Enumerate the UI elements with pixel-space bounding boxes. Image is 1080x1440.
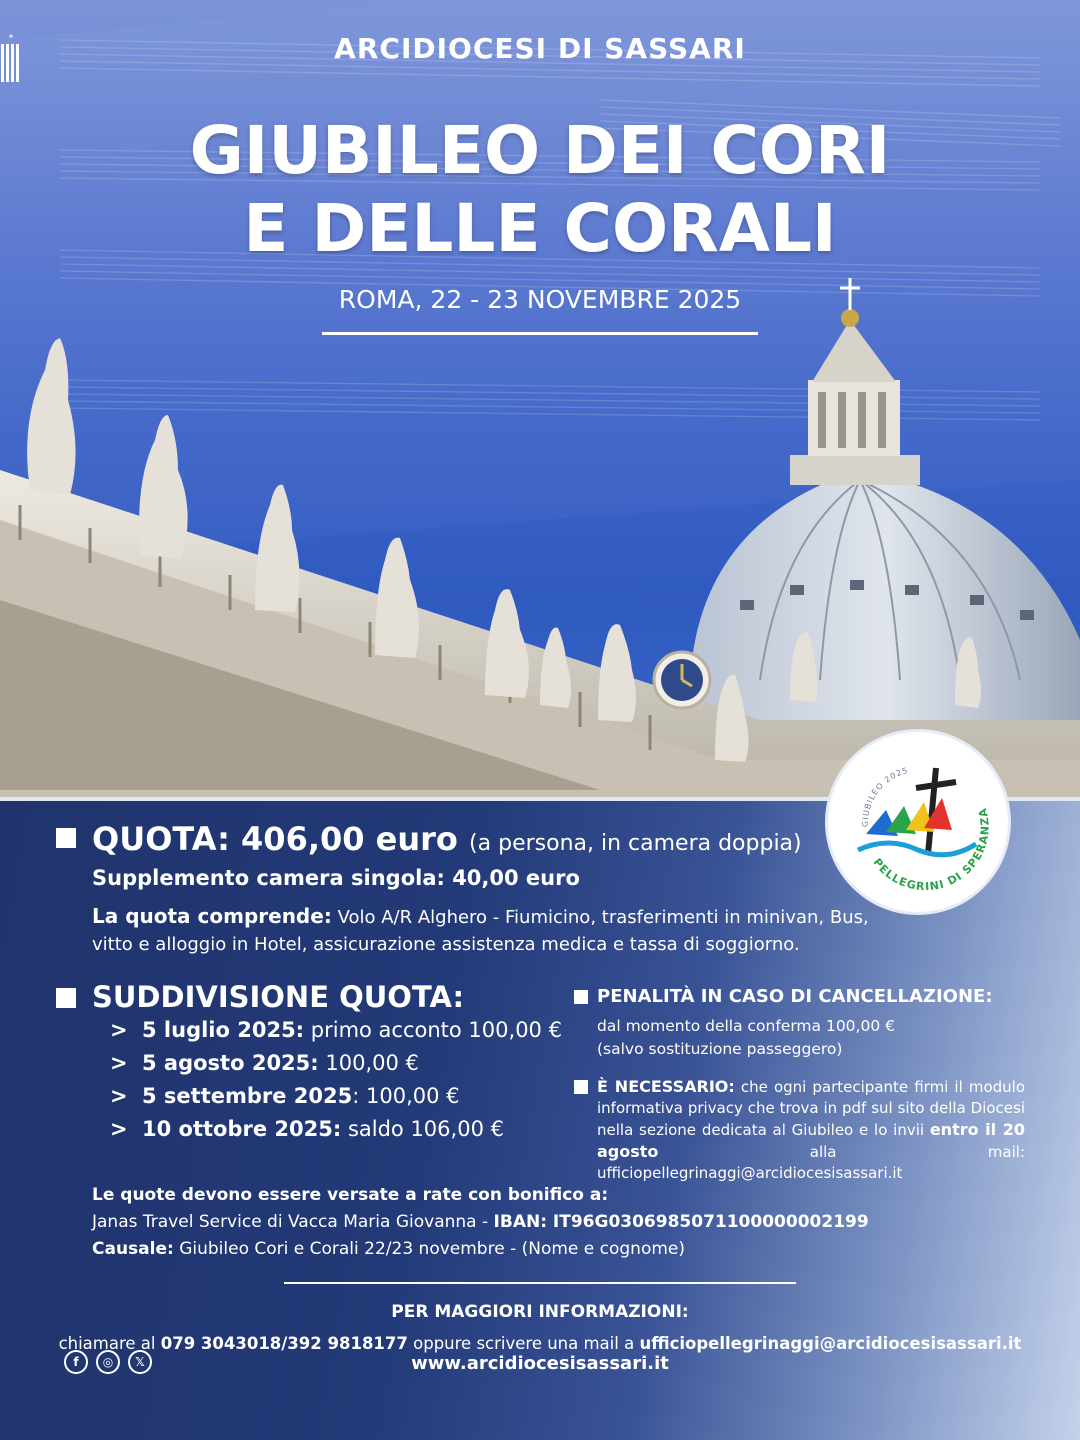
installments-title: SUDDIVISIONE QUOTA: [92, 980, 465, 1014]
logo-ring-bottom: PELLEGRINI DI SPERANZA [870, 806, 992, 894]
facebook-icon[interactable]: f [64, 1350, 88, 1374]
cancellation-line-1: dal momento della conferma 100,00 € [597, 1017, 895, 1035]
jubilee-logo-icon [828, 732, 1008, 912]
requirement-body: che ogni partecipante firmi il modulo informativa privacy che trova in pdf sul sito della Diocesi nella sezione dedicata al Giubileo e lo invii [597, 1078, 1026, 1139]
bullet-square [574, 1080, 588, 1094]
svg-text:*: * [8, 33, 14, 44]
installment-text: : 100,00 € [352, 1084, 460, 1108]
installment-text: primo acconto 100,00 € [310, 1018, 562, 1042]
quota-note: (a persona, in camera doppia) [469, 831, 802, 856]
x-icon[interactable]: 𝕏 [128, 1350, 152, 1374]
installment-item [110, 1117, 504, 1141]
includes-label: La quota comprende: [92, 904, 332, 928]
quota-includes [92, 903, 869, 958]
single-room-supplement: Supplemento camera singola: 40,00 euro [92, 866, 580, 890]
page-title [0, 112, 1080, 268]
logo-ring-top: GIUBILEO 2025 [860, 765, 910, 828]
organization-brand [0, 32, 1080, 65]
chevron-right-icon: > [110, 1084, 128, 1108]
payment-causale-label: Causale: [92, 1239, 174, 1259]
bullet-square [574, 990, 588, 1004]
chevron-right-icon: > [110, 1117, 128, 1141]
event-date-location: ROMA, 22 - 23 NOVEMBRE 2025 [338, 285, 742, 314]
section-divider [284, 1282, 796, 1284]
jubilee-logo [828, 732, 1008, 912]
installment-text: saldo 106,00 € [347, 1117, 504, 1141]
installment-item [110, 1018, 562, 1042]
cancellation-title: PENALITÀ IN CASO DI CANCELLAZIONE: [597, 986, 993, 1007]
requirement-label: È NECESSARIO: [597, 1077, 735, 1096]
includes-line-2: vitto e alloggio in Hotel, assicurazione assistenza medica e tassa di soggiorno. [92, 934, 800, 955]
quota-amount: QUOTA: 406,00 euro [92, 820, 458, 858]
installment-text: 100,00 € [325, 1051, 419, 1075]
requirement-text [597, 1076, 1025, 1184]
chevron-right-icon: > [110, 1018, 128, 1042]
includes-line-1: Volo A/R Alghero - Fiumicino, trasferimenti in minivan, Bus, [337, 907, 869, 928]
contact-prefix: chiamare al [58, 1334, 156, 1353]
contact-phones[interactable]: 079 3043018/392 9818177 [160, 1334, 408, 1353]
contact-middle: oppure scrivere una mail a [413, 1334, 635, 1353]
title-line-2: E DELLE CORALI [243, 190, 837, 267]
installment-item [110, 1051, 419, 1075]
payment-details [92, 1182, 869, 1263]
bullet-square [56, 828, 76, 848]
payment-iban: IBAN: IT96G0306985071100000002199 [493, 1212, 869, 1232]
website-link[interactable]: www.arcidiocesisassari.it [411, 1353, 669, 1374]
installment-date: 5 luglio 2025: [142, 1018, 305, 1042]
organization-name: ARCIDIOCESI DI SASSARI [334, 32, 746, 65]
requirement-email: alla mail: ufficiopellegrinaggi@arcidiocesisassari.it [597, 1143, 1025, 1182]
installment-date: 10 ottobre 2025: [142, 1117, 342, 1141]
instagram-icon[interactable]: ◎ [96, 1350, 120, 1374]
payment-causale: Giubileo Cori e Corali 22/23 novembre - (Nome e cognome) [179, 1239, 686, 1259]
payment-title: Le quote devono essere versate a rate con bonifico a: [92, 1185, 609, 1205]
cancellation-text [597, 1015, 895, 1061]
installment-item [110, 1084, 460, 1108]
quota-line [92, 820, 802, 858]
diocese-logo-icon [0, 32, 22, 84]
chevron-right-icon: > [110, 1051, 128, 1075]
contact-email-link[interactable]: ufficiopellegrinaggi@arcidiocesisassari.it [639, 1334, 1022, 1353]
subtitle-underline [322, 332, 758, 335]
title-line-1: GIUBILEO DEI CORI [189, 112, 891, 189]
cancellation-line-2: (salvo sostituzione passeggero) [597, 1040, 843, 1058]
info-title: PER MAGGIORI INFORMAZIONI: [391, 1302, 689, 1322]
contact-line [0, 1334, 1080, 1353]
installment-date: 5 settembre 2025 [142, 1084, 353, 1108]
bullet-square [56, 988, 76, 1008]
requirement-deadline: entro il 20 agosto [597, 1120, 1025, 1161]
installment-date: 5 agosto 2025: [142, 1051, 319, 1075]
payment-beneficiary: Janas Travel Service di Vacca Maria Giovanna - [92, 1212, 494, 1232]
